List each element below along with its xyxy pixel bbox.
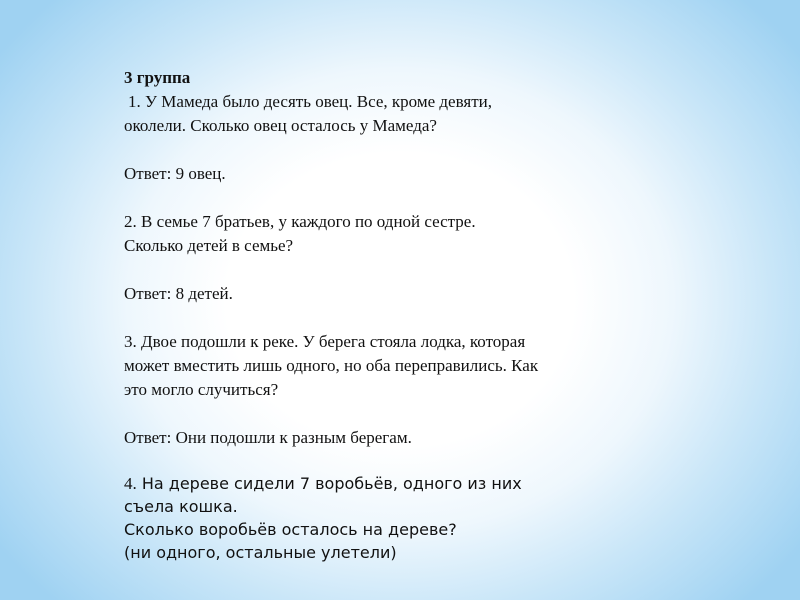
question-4-number: 4. (124, 474, 137, 493)
question-1-line-2: околели. Сколько овец осталось у Мамеда? (124, 116, 437, 135)
question-4-line-2: съела кошка. (124, 497, 238, 516)
spacer (124, 258, 644, 282)
spacer (124, 306, 644, 330)
spacer (124, 138, 644, 162)
spacer (124, 450, 644, 472)
question-3-line-2: может вместить лишь одного, но оба переправились. Как (124, 356, 539, 375)
question-1-line-1 (124, 90, 644, 114)
answer-3: Ответ: Они подошли к разным берегам. (124, 428, 412, 447)
spacer (124, 402, 644, 426)
question-2-line-1: 2. В семье 7 братьев, у каждого по одной сестре. (124, 212, 476, 231)
answer-1: Ответ: 9 овец. (124, 164, 226, 183)
question-3-line-3: это могло случиться? (124, 380, 279, 399)
question-4-answer: (ни одного, остальные улетели) (124, 543, 397, 562)
question-4-line-3: Сколько воробьёв осталось на дереве? (124, 520, 457, 539)
question-2-line-2: Сколько детей в семье? (124, 236, 294, 255)
slide-content (124, 66, 644, 564)
spacer (124, 186, 644, 210)
question-1-text: 1. У Мамеда было десять овец. Все, кроме девяти, (128, 92, 492, 111)
question-4-line-1 (124, 472, 644, 495)
answer-2: Ответ: 8 детей. (124, 284, 233, 303)
question-4-text: На дереве сидели 7 воробьёв, одного из них (141, 474, 522, 493)
question-3-line-1: 3. Двое подошли к реке. У берега стояла лодка, которая (124, 332, 526, 351)
group-title: 3 группа (124, 68, 191, 87)
